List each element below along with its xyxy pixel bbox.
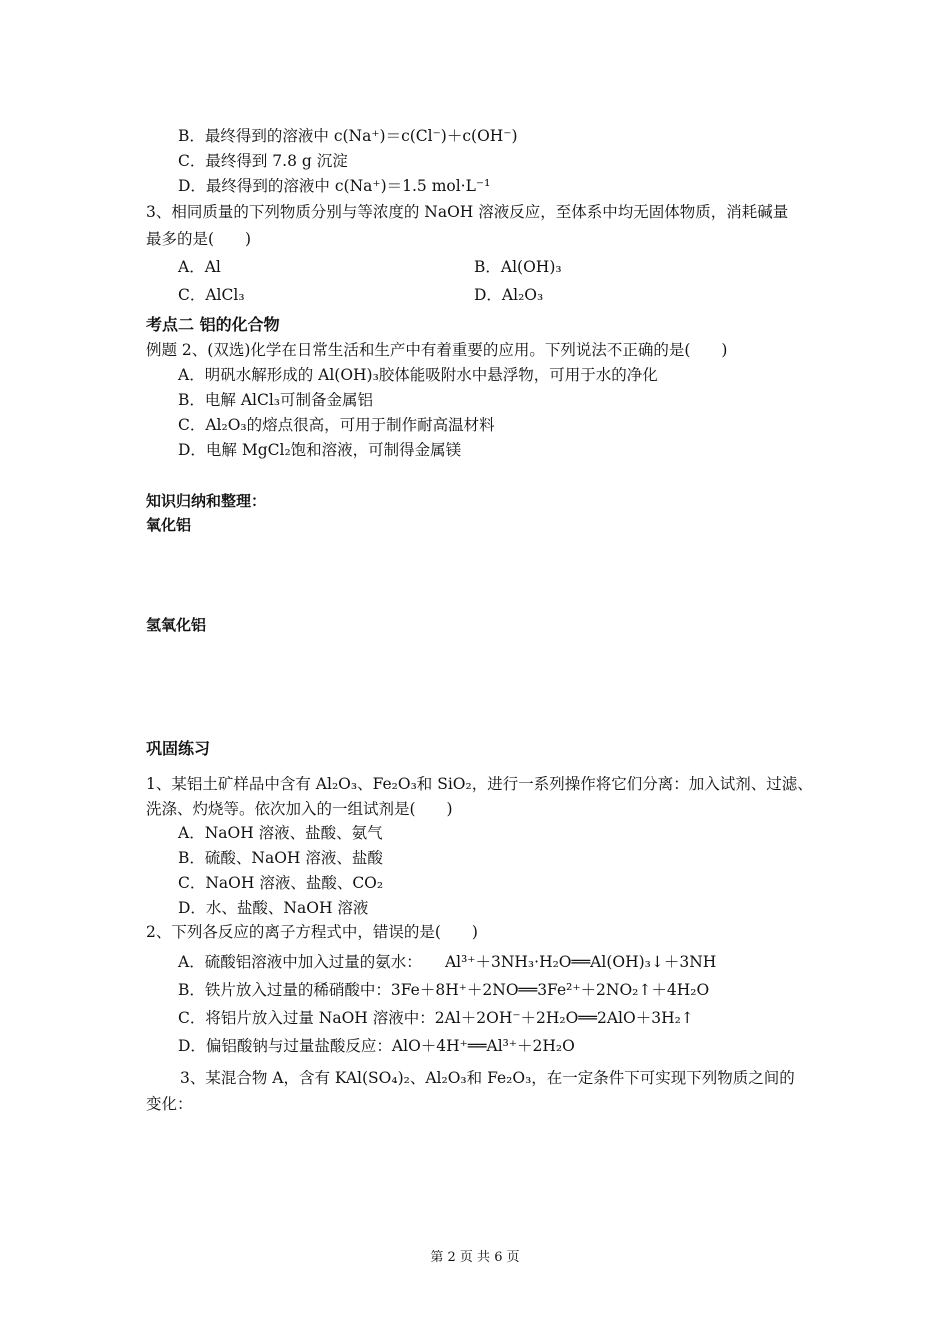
aluminum-hydroxide-heading: 氢氧化铝 [146,616,207,634]
practice-title: 巩固练习 [146,739,211,758]
p1-stem-line2: 洗涤、灼烧等。依次加入的一组试剂是( ) [146,800,453,818]
page-footer: 第 2 页 共 6 页 [430,1250,520,1265]
p3-stem-line2: 变化： [146,1095,193,1113]
example2-option-c: C．Al₂O₃的熔点很高，可用于制作耐高温材料 [178,416,495,434]
knowledge-title: 知识归纳和整理： [146,492,267,510]
p2-stem: 2、下列各反应的离子方程式中，错误的是( ) [146,923,478,941]
p3-stem-line1: 3、某混合物 A，含有 KAl(SO₄)₂、Al₂O₃和 Fe₂O₃，在一定条件下可实现下列物质之间的 [180,1069,795,1087]
p2-option-a: A．硫酸铝溶液中加入过量的氨水： Al³⁺＋3NH₃·H₂O══Al(OH)₃↓＋3NH [178,953,717,971]
q3-option-a: A．Al [178,258,221,276]
example2-stem: 例题 2、(双选)化学在日常生活和生产中有着重要的应用。下列说法不正确的是( ) [146,341,728,359]
q3-stem-line2: 最多的是( ) [146,230,252,248]
example2-option-b: B．电解 AlCl₃可制备金属铝 [178,391,373,409]
p1-stem-line1: 1、某铝土矿样品中含有 Al₂O₃、Fe₂O₃和 SiO₂，进行一系列操作将它们分离：加入试剂、过滤、 [146,775,813,793]
q2-option-c: C．最终得到 7.8 g 沉淀 [178,152,348,170]
q2-option-d: D．最终得到的溶液中 c(Na⁺)＝1.5 mol·L⁻¹ [178,177,491,195]
p2-option-d: D．偏铝酸钠与过量盐酸反应：AlO＋4H⁺══Al³⁺＋2H₂O [178,1037,575,1055]
q3-option-d: D．Al₂O₃ [474,286,544,304]
p1-option-d: D．水、盐酸、NaOH 溶液 [178,899,369,917]
alumina-heading: 氧化铝 [146,516,192,534]
q3-option-c: C．AlCl₃ [178,286,245,304]
p1-option-a: A．NaOH 溶液、盐酸、氨气 [178,824,383,842]
p2-option-c: C．将铝片放入过量 NaOH 溶液中：2Al＋2OH⁻＋2H₂O══2AlO＋3H₂↑ [178,1009,694,1027]
q3-option-b: B．Al(OH)₃ [474,258,562,276]
q3-stem-line1: 3、相同质量的下列物质分别与等浓度的 NaOH 溶液反应，至体系中均无固体物质，消耗碱量 [146,203,789,221]
example2-option-a: A．明矾水解形成的 Al(OH)₃胶体能吸附水中悬浮物，可用于水的净化 [178,366,658,384]
p1-option-b: B．硫酸、NaOH 溶液、盐酸 [178,849,383,867]
q2-option-b: B．最终得到的溶液中 c(Na⁺)＝c(Cl⁻)＋c(OH⁻) [178,127,518,145]
section-title: 考点二 铝的化合物 [146,315,280,334]
p1-option-c: C．NaOH 溶液、盐酸、CO₂ [178,874,384,892]
p2-option-b: B．铁片放入过量的稀硝酸中：3Fe＋8H⁺＋2NO══3Fe²⁺＋2NO₂↑＋4H₂O [178,981,710,999]
example2-option-d: D．电解 MgCl₂饱和溶液，可制得金属镁 [178,441,462,459]
